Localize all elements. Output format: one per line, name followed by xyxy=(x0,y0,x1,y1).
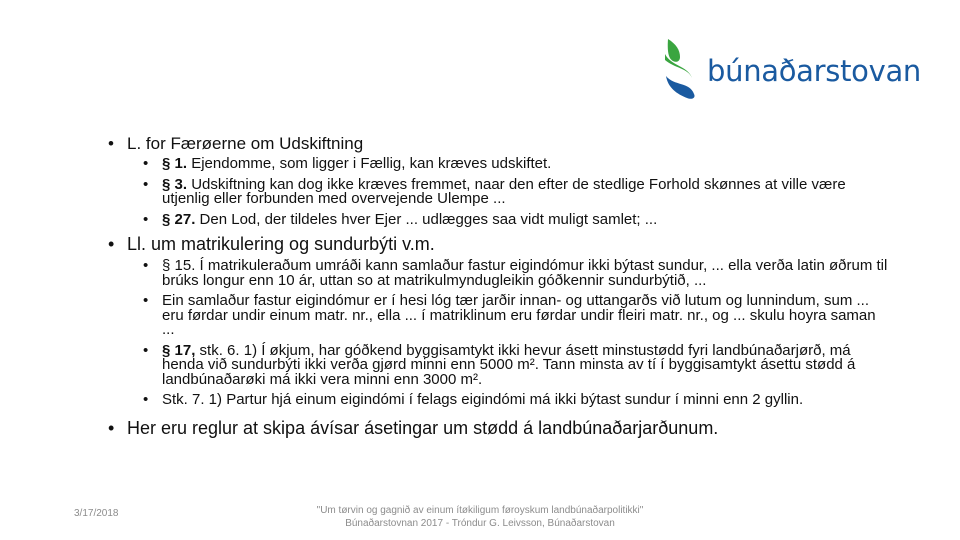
sub-bullet-item xyxy=(143,210,888,228)
bullet-dot-icon: • xyxy=(143,391,149,408)
logo-mark-icon xyxy=(662,38,702,100)
bullet-item xyxy=(108,134,888,154)
sub-bullet-item xyxy=(143,341,888,388)
paragraph-ref: § 17, xyxy=(162,341,196,359)
sub-item-text: Ejendomme, som ligger i Fællig, kan kræves udskiftet. xyxy=(187,155,552,172)
item-heading: Ll. um matrikulering og sundurbýti v.m. xyxy=(127,234,435,254)
bullet-dot-icon: • xyxy=(143,341,149,359)
sub-item-text: stk. 6. 1) Í økjum, har góðkend byggisamtykt ikki hevur ásett minstustødd fyri landbúnaðarjørð, má henda við sundurbýti ikki verða gjørd minni enn 5000 m². Tann minsta av tí í byggisamtykt ásettu stødd á landbúnaðarøki má ikki vera minni enn 3000 m². xyxy=(162,341,856,388)
logo-wordmark: búnaðarstovan xyxy=(707,54,922,88)
bullet-dot-icon: • xyxy=(143,292,149,309)
bullet-dot-icon: • xyxy=(143,257,149,274)
paragraph-ref: § 27. xyxy=(162,210,196,228)
bullet-item xyxy=(108,417,888,439)
sub-list xyxy=(143,259,888,408)
bullet-dot-icon: • xyxy=(143,210,149,228)
sub-item-text: § 15. Í matrikuleraðum umráði kann samlaður fastur eigindómur ikki býtast sundur, ... ella verða latin øðrum til brúks longur enn 10 ár, uttan so at matrikulmyndugleikin góðkennir sundurbýtið, ... xyxy=(162,257,888,289)
sub-bullet-item xyxy=(143,175,888,207)
slide-content xyxy=(108,134,888,439)
bullet-item xyxy=(108,233,888,255)
sub-item-text: Udskiftning kan dog ikke kræves fremmet, naar den efter de stedlige Forhold skønnes at ville være utjenlig eller forbunden med overvejende Ulempe ... xyxy=(162,175,846,207)
sub-bullet-item xyxy=(143,393,888,408)
logo xyxy=(662,36,922,100)
bullet-dot-icon: • xyxy=(143,155,149,172)
footer-date: 3/17/2018 xyxy=(74,508,119,519)
footer-line: Búnaðarstovnan 2017 - Tróndur G. Leivsson, Búnaðarstovan xyxy=(345,518,615,529)
paragraph-ref: § 3. xyxy=(162,175,188,193)
sub-item-text: Stk. 7. 1) Partur hjá einum eigindómi í felags eigindómi má ikki býtast sundur í minni enn 2 gyllin. xyxy=(162,391,804,408)
footer-caption xyxy=(230,504,730,530)
sub-bullet-item xyxy=(143,259,888,288)
bullet-dot-icon: • xyxy=(108,134,114,153)
bullet-dot-icon: • xyxy=(108,234,115,254)
sub-bullet-item xyxy=(143,294,888,338)
item-heading: L. for Færøerne om Udskiftning xyxy=(127,134,364,153)
sub-item-text: Ein samlaður fastur eigindómur er í hesi lóg tær jarðir innan- og uttangarðs við lutum og lunnindum, sum ... eru førdar undir einum matr. nr., ella ... í matriklinum eru førdar undir fleiri matr. nr., og ... skulu hoyra saman ... xyxy=(162,292,876,338)
footer-line: "Um tørvin og gagnið av einum ítøkiligum føroyskum landbúnaðarpolitikki" xyxy=(316,505,644,516)
bullet-dot-icon: • xyxy=(108,417,115,438)
item-heading: Her eru reglur at skipa ávísar ásetingar um stødd á landbúnaðarjarðunum. xyxy=(127,417,719,438)
sub-bullet-item xyxy=(143,157,888,172)
bullet-dot-icon: • xyxy=(143,175,149,193)
sub-list xyxy=(143,157,888,227)
paragraph-ref: § 1. xyxy=(162,155,188,172)
sub-item-text: Den Lod, der tildeles hver Ejer ... udlægges saa vidt muligt samlet; ... xyxy=(195,210,658,228)
